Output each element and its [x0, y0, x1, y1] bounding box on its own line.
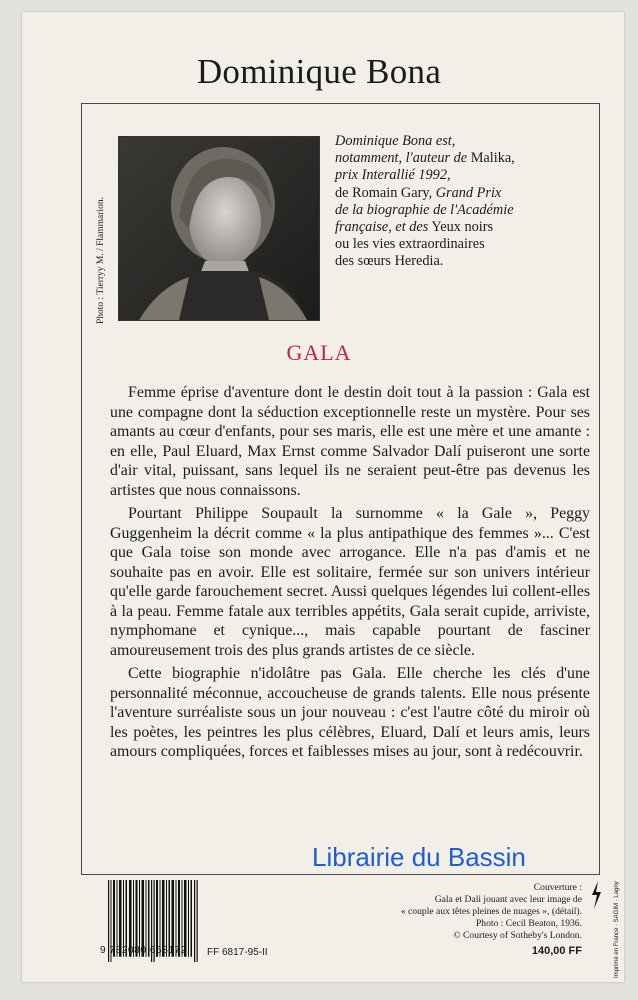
book-title: GALA: [286, 340, 352, 365]
catalog-code: FF 6817-95-II: [207, 947, 268, 958]
printer-credit: Imprimé en France · SAGIM · Lagny: [614, 881, 620, 978]
price: 140,00 FF: [531, 945, 582, 957]
author-name: Dominique Bona: [196, 52, 442, 91]
blurb-paragraph: Cette biographie n'idolâtre pas Gala. Elle cherche les clés d'une personnalité méconnue, accoucheuse de grands talents. Elle nous présente l'aventure surréaliste sous un jour nouveau : c'est l'autre côté du miroir où les poètes, les peintres les plus célèbres, Eluard, Dalí et leurs amis, leurs amours compliquées, forces et faiblesses mises au jour, sont à redécouvrir.: [110, 665, 590, 760]
photo-credit: Photo : Tierryy M. / Flammarion.: [96, 197, 106, 324]
cover-credits: Couverture : Gala et Dali jouant avec leur image de « couple aux têtes pleines de nuages », (détail). Photo : Cecil Beaton, 1936. © Courtesy of Sotheby's London.: [400, 882, 582, 941]
blurb-paragraph: Femme éprise d'aventure dont le destin doit tout à la passion : Gala est une compagne dont la séduction exceptionnelle reste un mystère. Pour ses amants au cœur d'enfants, pour ses maris, elle est une mère et une amante : en elle, Paul Eluard, Max Ernst comme Salvador Dalí puiseront une sorte d'air vital, puissant, sans lequel ils ne seraient peut-être pas devenus les artistes que nous connaissons.: [110, 384, 590, 499]
book-blurb: [110, 383, 590, 766]
author-bio: Dominique Bona est, notamment, l'auteur de Malika, prix Interallié 1992, de Romain Gary, Grand Prix de la biographie de l'Académie française, et des Yeux noirs ou les vies extraordinaires des sœurs Heredia.: [335, 133, 515, 270]
blurb-paragraph: Pourtant Philippe Soupault la surnomme « la Gale », Peggy Guggenheim la décrit comme « la plus antipathique des femmes »... C'est que Gala toise son monde avec arrogance. Elle n'a pas d'amis et ne souhaite pas en avoir. Elle est solitaire, fermée sur son univers intérieur qu'elle garde farouchement secret. Aussi quelques légendes lui collent-elles à la peau. Femme fatale aux terribles appétits, Gala serait cupide, arriviste, nymphomane et cynique..., mais capable pourtant de fasciner amoureusement trois des plus grands artistes de ce siècle.: [110, 505, 590, 659]
author-photo: [118, 136, 320, 321]
bookshop-watermark: Librairie du Bassin: [312, 842, 526, 872]
publisher-logo-icon: [590, 880, 602, 910]
isbn-number: 9 782080 668172: [100, 945, 187, 956]
